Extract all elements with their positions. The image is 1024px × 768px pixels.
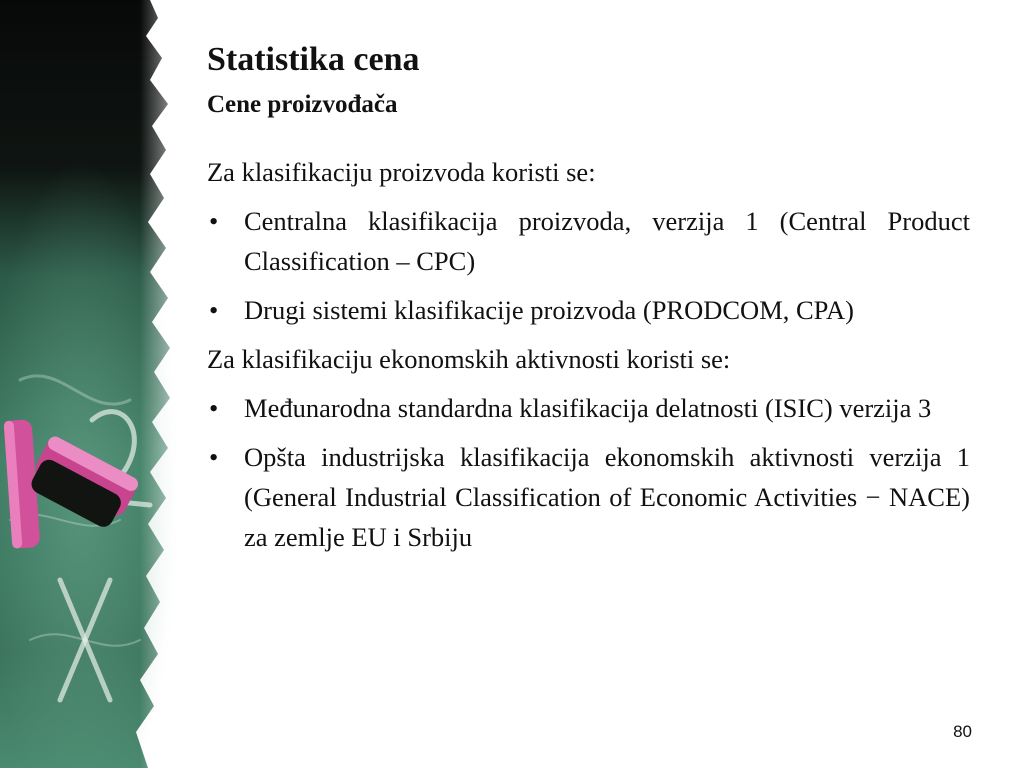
page-number: 80 (953, 722, 972, 741)
section-intro-activities: Za klasifikaciju ekonomskih aktivnosti koristi se: (207, 344, 731, 374)
bullet-item (207, 290, 970, 330)
bullet-icon: • (209, 295, 219, 325)
bullet-icon: • (209, 206, 219, 236)
bullet-text: Centralna klasifikacija proizvoda, verzija 1 (Central Product Classification – CPC) (244, 206, 970, 276)
bullet-text: Međunarodna standardna klasifikacija delatnosti (ISIC) verzija 3 (244, 393, 932, 423)
bullet-list-products (207, 201, 970, 330)
bullet-item (207, 388, 970, 428)
section-intro-products: Za klasifikaciju proizvoda koristi se: (207, 157, 596, 187)
slide-body (207, 152, 970, 566)
bullet-item (207, 201, 970, 281)
bullet-item (207, 437, 970, 557)
bullet-icon: • (209, 442, 219, 472)
bullet-text: Opšta industrijska klasifikacija ekonomskih aktivnosti verzija 1 (General Industrial Classification of Economic Activities − NACE) za zemlje EU i Srbiju (244, 442, 970, 552)
slide-title: Statistika cena (207, 41, 420, 78)
bullet-text: Drugi sistemi klasifikacije proizvoda (PRODCOM, CPA) (244, 295, 854, 325)
slide-subtitle: Cene proizvođača (207, 91, 398, 118)
chalkboard-decoration-icon (0, 0, 200, 768)
bullet-list-activities (207, 388, 970, 557)
bullet-icon: • (209, 393, 219, 423)
